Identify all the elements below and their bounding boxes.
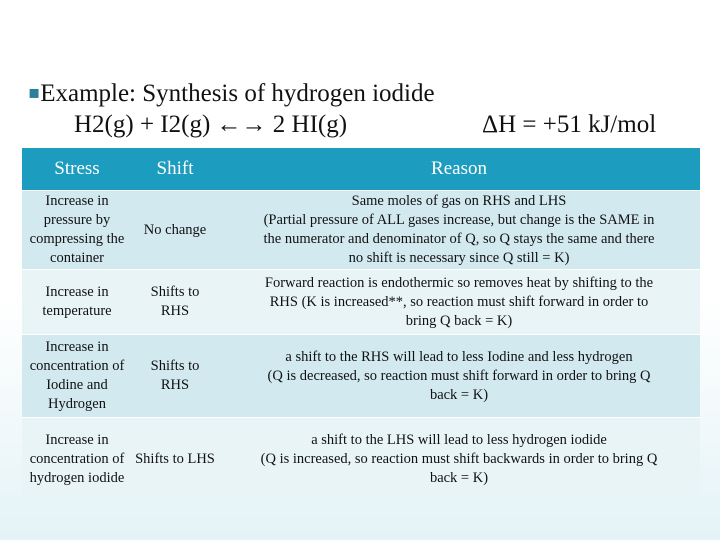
header-reason: Reason <box>218 148 700 191</box>
slide-title-text: Example: Synthesis of hydrogen iodide <box>40 80 435 107</box>
equation-reactants: H2(g) + I2(g) <box>74 111 211 138</box>
reason-cell <box>218 335 700 418</box>
table-row <box>22 335 700 418</box>
reason-cell <box>218 270 700 335</box>
table-row <box>22 418 700 501</box>
bullet-icon: ▪ <box>28 82 41 103</box>
shift-cell: No change <box>132 191 218 270</box>
reason-line: (Partial pressure of ALL gases increase, but change is the SAME in <box>263 212 655 228</box>
table-row <box>22 191 700 270</box>
reason-line: Same moles of gas on RHS and LHS <box>351 193 567 209</box>
equation-products: 2 HI(g) <box>272 111 348 138</box>
stress-cell: Increase in concentration of Iodine and Hydrogen <box>22 335 132 418</box>
reason-line: RHS (K is increased**, so reaction must shift forward in order to <box>269 293 649 310</box>
reason-line: (Q is decreased, so reaction must shift forward in order to bring Q <box>267 367 651 384</box>
stress-cell: Increase in temperature <box>22 270 132 335</box>
reason-line: bring Q back = K) <box>405 312 513 329</box>
reason-cell <box>218 418 700 501</box>
stress-cell: Increase in concentration of hydrogen iodide <box>22 418 132 501</box>
stress-cell: Increase in pressure by compressing the container <box>22 191 132 270</box>
table-header-row <box>22 148 700 191</box>
reason-line: a shift to the RHS will lead to less Iodine and less hydrogen <box>285 348 633 365</box>
slide-title <box>28 78 435 109</box>
shift-cell: Shifts to RHS <box>132 270 218 335</box>
le-chatelier-table <box>22 148 700 500</box>
shift-cell: Shifts to LHS <box>132 418 218 501</box>
reason-line: back = K) <box>429 469 489 486</box>
reason-line: (Q is increased, so reaction must shift backwards in order to bring Q <box>260 450 658 467</box>
reason-line: the numerator and denominator of Q, so Q stays the same and there <box>263 231 655 247</box>
enthalpy-change: ΔH = +51 kJ/mol <box>482 111 657 138</box>
header-stress: Stress <box>22 148 132 191</box>
reaction-equation <box>74 110 694 140</box>
reason-line: no shift is necessary since Q still = K) <box>348 250 570 266</box>
table-row <box>22 270 700 335</box>
reason-line: back = K) <box>429 386 489 403</box>
header-shift: Shift <box>132 148 218 191</box>
reason-cell <box>218 191 700 270</box>
reason-line: a shift to the LHS will lead to less hydrogen iodide <box>311 431 607 448</box>
equilibrium-arrow-icon: ←→ <box>216 111 267 138</box>
shift-cell: Shifts to RHS <box>132 335 218 418</box>
reason-line: Forward reaction is endothermic so removes heat by shifting to the <box>264 274 654 291</box>
